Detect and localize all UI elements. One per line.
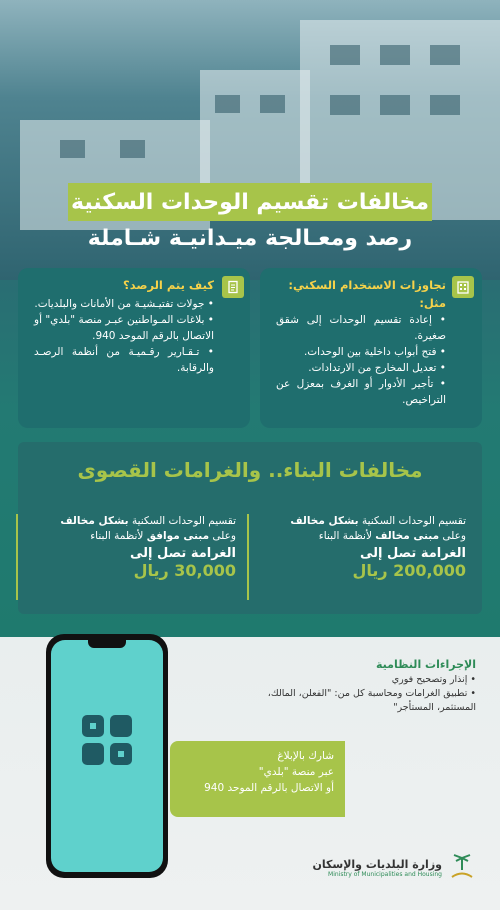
fine-minor-label: الغرامة تصل إلى	[130, 546, 236, 561]
list-item: • تـقـارير رقـميـة من أنظمة الرصـد والرقابة.	[34, 344, 214, 376]
title-banner	[68, 183, 432, 221]
fine-minor-amount: 30,000 ريال	[133, 561, 236, 580]
page-subtitle: رصد ومعـالجة ميـدانيـة شـاملة	[87, 226, 413, 251]
report-line-2: عبر منصة "بلدي"	[258, 766, 334, 778]
palm-swords-emblem-icon	[446, 850, 478, 882]
fines-title: مخالفات البناء.. والغرامات القصوى	[77, 458, 423, 482]
list-item: • إنذار وتصحيح فوري	[236, 673, 476, 687]
list-item: • فتح أبواب داخلية بين الوحدات.	[276, 344, 446, 360]
list-item: • إعادة تقسيم الوحدات إلى شقق صغيرة.	[276, 312, 446, 344]
fine-minor	[36, 514, 236, 580]
document-icon	[222, 276, 244, 298]
phone-notch	[88, 640, 126, 648]
divider	[247, 514, 249, 600]
violations-heading: تجاوزات الاستخدام السكني:	[288, 278, 446, 292]
procedures-section	[236, 658, 476, 715]
list-item: • تعديل المخارج من الارتدادات.	[276, 360, 446, 376]
monitoring-list	[34, 296, 214, 376]
violations-card	[260, 268, 482, 428]
divider	[16, 514, 18, 600]
fine-major-desc: تقسيم الوحدات السكنية بشكل مخالف وعلى مبنى مخالف لأنظمة البناء	[290, 515, 466, 542]
fine-major-amount: 200,000 ريال	[352, 561, 466, 580]
ministry-logo	[312, 858, 442, 878]
list-item: • تطبيق الغرامات ومحاسبة كل من: "الفعلن، المالك، المستثمر، المستأجر"	[236, 687, 476, 715]
violations-list	[276, 312, 446, 408]
procedures-list	[236, 673, 476, 715]
fine-minor-desc: تقسيم الوحدات السكنية بشكل مخالف وعلى مبنى موافق لأنظمة البناء	[60, 515, 236, 542]
example-label: مثل:	[419, 296, 446, 310]
report-line-1: شارك بالإبلاغ	[277, 750, 334, 762]
list-item: • جولات تفتيـشيـة من الأمانات والبلديات.	[34, 296, 214, 312]
balady-app-icon	[80, 713, 134, 767]
fine-major-label: الغرامة تصل إلى	[360, 546, 466, 561]
ministry-name-ar: وزارة البلديات والإسكان	[312, 858, 442, 871]
list-item: • بلاغات المـواطنين عبـر منصة "بلدي" أو الاتصال بالرقم الموحد 940.	[34, 312, 214, 344]
building-icon	[452, 276, 474, 298]
page-title: مخالفات تقسيم الوحدات السكنية	[71, 189, 429, 215]
monitoring-card	[18, 268, 250, 428]
report-text	[172, 748, 334, 796]
ministry-name-en: Ministry of Municipalities and Housing	[328, 871, 442, 878]
procedures-heading: الإجراءات النظامية	[376, 658, 476, 671]
fine-major	[266, 514, 466, 580]
monitoring-heading: كيف يتم الرصد؟	[123, 278, 214, 292]
list-item: • تأجير الأدوار أو الغرف بمعزل عن التراخيص.	[276, 376, 446, 408]
report-line-3: أو الاتصال بالرقم الموحد 940	[204, 782, 334, 794]
